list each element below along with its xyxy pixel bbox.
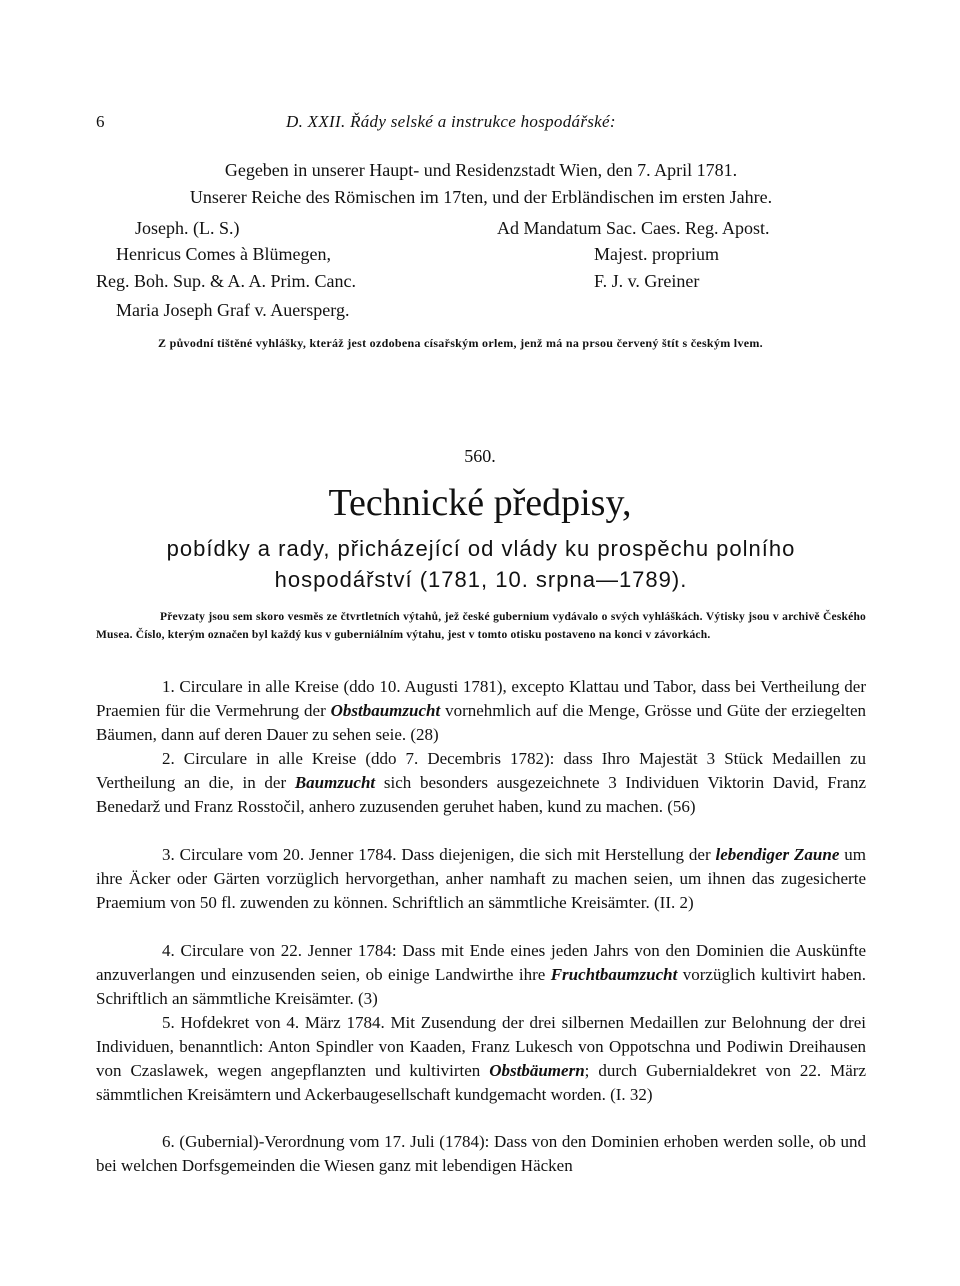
section-intro: Převzaty jsou sem skoro vesměs ze čtvrtletních výtahů, jež české gubernium vydávalo o svých vyhláškách. Výtisky jsou v archivě Českého Musea. Číslo, kterým označen byl každý kus v guberniálním výtahu, jest v tomto otisku postaveno na konci v závorkách. xyxy=(96,611,866,641)
decree-closing-line-1: Gegeben in unserer Haupt- und Residenzstadt Wien, den 7. April 1781. xyxy=(224,160,738,180)
signature-left-1: Joseph. (L. S.) xyxy=(135,218,240,238)
section-title: Technické předpisy, xyxy=(328,482,632,524)
page-number: 6 xyxy=(96,112,105,131)
signature-left-2: Henricus Comes à Blümegen, xyxy=(116,244,331,264)
list-item-3: 3. Circulare vom 20. Jenner 1784. Dass diejenigen, die sich mit Herstellung der lebendiger Zaune um ihre Äcker oder Gärten vorzüglich hervorgethan, anher namhaft zu machen seien, um ihnen das zugesicherte Praemium von 50 fl. zuwenden zu können. Schriftlich an sämmtliche Kreisämter. (II. 2) xyxy=(96,845,866,912)
signature-right-2: Majest. proprium xyxy=(594,244,719,264)
signature-right-1: Ad Mandatum Sac. Caes. Reg. Apost. xyxy=(497,218,770,238)
section-number: 560. xyxy=(464,446,496,466)
emphasis: Obstbäumern xyxy=(489,1061,585,1080)
source-note: Z původní tištěné vyhlášky, kteráž jest ozdobena císařským orlem, jenž má na prsou červený štít s českým lvem. xyxy=(158,336,763,350)
section-subtitle: pobídky a rady, přicházející od vlády ku prospěchu polního hospodářství (1781, 10. srpna—1789). xyxy=(166,536,796,592)
running-title: D. XXII. Řády selské a instrukce hospodářské: xyxy=(286,112,616,131)
running-header xyxy=(96,112,866,138)
emphasis: Baumzucht xyxy=(294,773,376,792)
emphasis: lebendiger Zaune xyxy=(715,845,840,864)
emphasis: Fruchtbaumzucht xyxy=(550,965,678,984)
list-item-4: 4. Circulare von 22. Jenner 1784: Dass mit Ende eines jeden Jahrs von den Dominien die Auskünfte anzuverlangen und einzusenden seien, ob einige Landwirthe ihre Fruchtbaumzucht vorzüglich kultivirt haben. Schriftlich an sämmtliche Kreisämter. (3) xyxy=(96,941,866,1008)
list-item-5: 5. Hofdekret von 4. März 1784. Mit Zusendung der drei silbernen Medaillen zur Belohnung der drei Individuen, benanntlich: Anton Spindler von Kaaden, Franz Lukesch von Oppotschna und Podiwin Dreihausen von Czaslawek, wegen angepflanzten und kultivirten Obstbäumern; durch Gubernialdekret von 22. März sämmtlichen Kreisämtern und Ackerbaugesellschaft kundgemacht worden. (I. 32) xyxy=(96,1013,866,1104)
signature-left-4: Maria Joseph Graf v. Auersperg. xyxy=(116,300,350,320)
signature-right-3: F. J. v. Greiner xyxy=(594,271,700,291)
decree-closing-line-2: Unserer Reiche des Römischen im 17ten, und der Erbländischen im ersten Jahre. xyxy=(189,187,773,207)
list-item-2: 2. Circulare in alle Kreise (ddo 7. Decembris 1782): dass Ihro Majestät 3 Stück Medaillen zu Vertheilung an die, in der Baumzucht sich besonders ausgezeichnete 3 Individuen Viktorin David, Franz Benedarž und Franz Rosstočil, anhero zuzusenden geruhet haben, kund zu machen. (56) xyxy=(96,749,866,816)
list-item-1: 1. Circulare in alle Kreise (ddo 10. Augusti 1781), excepto Klattau und Tabor, dass bei Vertheilung der Praemien für die Vermehrung der Obstbaumzucht vornehmlich auf die Menge, Grösse und Güte der erziegelten Bäumen, dann auf deren Dauer zu sehen seie. (28) xyxy=(96,677,866,744)
signature-left-3: Reg. Boh. Sup. & A. A. Prim. Canc. xyxy=(96,271,357,291)
list-item-6: 6. (Gubernial)-Verordnung vom 17. Juli (1784): Dass von den Dominien erhoben werden solle, ob und bei welchen Dorfsgemeinden die Wiesen ganz mit lebendigen Häcken xyxy=(96,1132,866,1175)
emphasis: Obstbaumzucht xyxy=(330,701,441,720)
